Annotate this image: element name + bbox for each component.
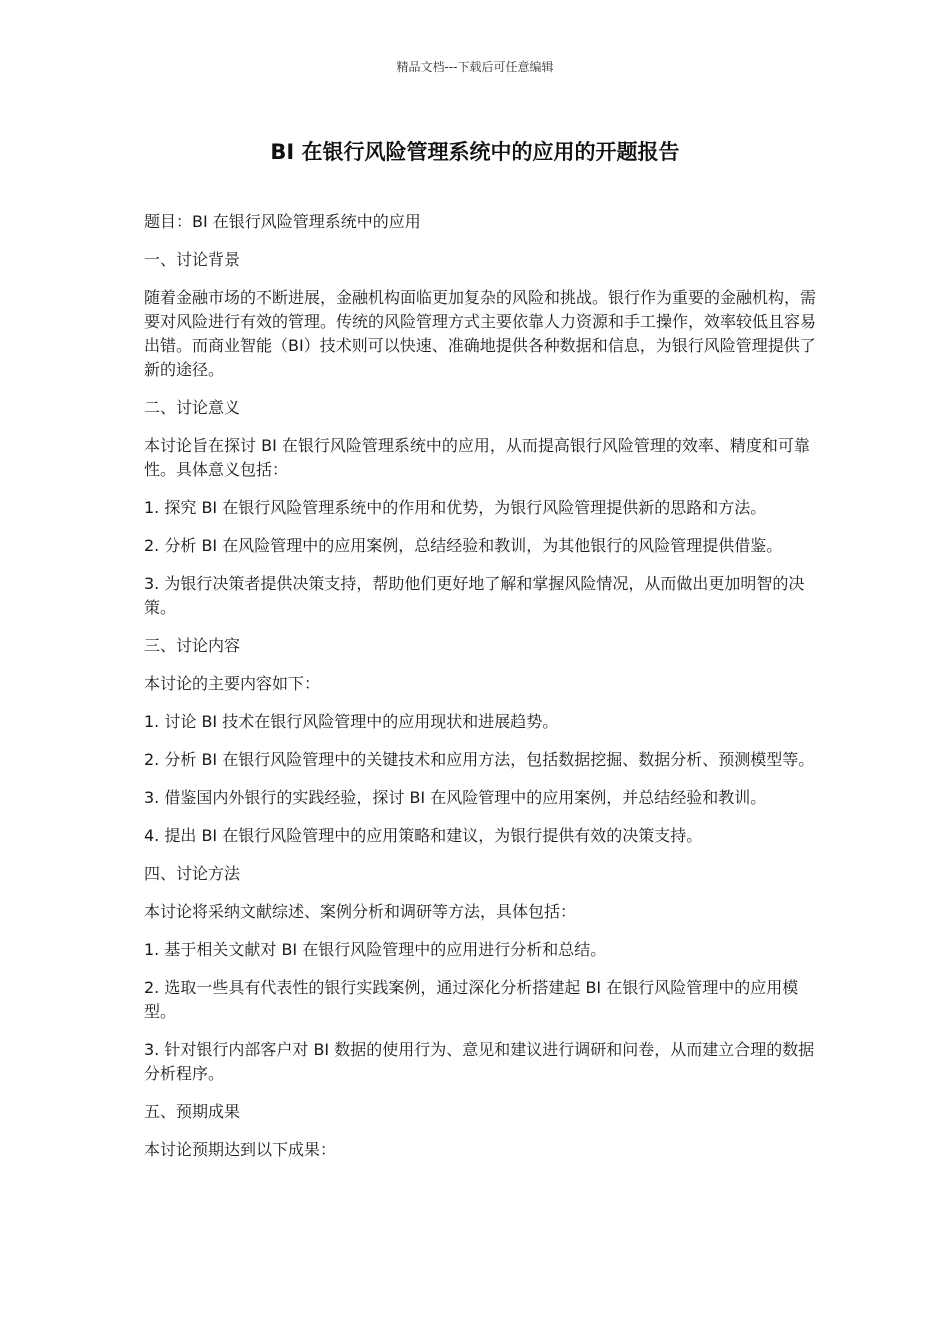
content-intro: 本讨论的主要内容如下： [144, 674, 321, 693]
section-heading-significance: 二、讨论意义 [144, 398, 241, 417]
significance-item-1: 1. 探究 BI 在银行风险管理系统中的作用和优势，为银行风险管理提供新的思路和方法。 [144, 498, 767, 517]
outcomes-intro: 本讨论预期达到以下成果： [144, 1140, 337, 1159]
document-title: BI 在银行风险管理系统中的应用的开题报告 [270, 140, 680, 164]
content-item-4: 4. 提出 BI 在银行风险管理中的应用策略和建议，为银行提供有效的决策支持。 [144, 826, 703, 845]
section-heading-methods: 四、讨论方法 [144, 864, 241, 883]
methods-item-2: 2. 选取一些具有代表性的银行实践案例，通过深化分析搭建起 BI 在银行风险管理中的应用模型。 [144, 978, 799, 1021]
significance-item-2: 2. 分析 BI 在风险管理中的应用案例，总结经验和教训，为其他银行的风险管理提供借鉴。 [144, 536, 783, 555]
page-header: 精品文档---下载后可任意编辑 [396, 60, 554, 74]
significance-intro: 本讨论旨在探讨 BI 在银行风险管理系统中的应用，从而提高银行风险管理的效率、精度和可靠性。具体意义包括： [144, 436, 810, 479]
section-heading-background: 一、讨论背景 [144, 250, 241, 269]
methods-item-3: 3. 针对银行内部客户对 BI 数据的使用行为、意见和建议进行调研和问卷，从而建立合理的数据分析程序。 [144, 1040, 815, 1083]
content-item-3: 3. 借鉴国内外银行的实践经验，探讨 BI 在风险管理中的应用案例，并总结经验和教训。 [144, 788, 767, 807]
content-item-1: 1. 讨论 BI 技术在银行风险管理中的应用现状和进展趋势。 [144, 712, 559, 731]
section-heading-content: 三、讨论内容 [144, 636, 241, 655]
methods-intro: 本讨论将采纳文献综述、案例分析和调研等方法，具体包括： [144, 902, 577, 921]
topic-line: 题目：BI 在银行风险管理系统中的应用 [144, 212, 421, 231]
section-heading-outcomes: 五、预期成果 [144, 1102, 241, 1121]
document-body [144, 210, 816, 1176]
methods-item-1: 1. 基于相关文献对 BI 在银行风险管理中的应用进行分析和总结。 [144, 940, 607, 959]
significance-item-3: 3. 为银行决策者提供决策支持，帮助他们更好地了解和掌握风险情况，从而做出更加明智的决策。 [144, 574, 805, 617]
content-item-2: 2. 分析 BI 在银行风险管理中的关键技术和应用方法，包括数据挖掘、数据分析、预测模型等。 [144, 750, 815, 769]
background-paragraph: 随着金融市场的不断进展，金融机构面临更加复杂的风险和挑战。银行作为重要的金融机构，需要对风险进行有效的管理。传统的风险管理方式主要依靠人力资源和手工操作，效率较低且容易出错。而商业智能（BI）技术则可以快速、准确地提供各种数据和信息，为银行风险管理提供了新的途径。 [144, 288, 817, 379]
